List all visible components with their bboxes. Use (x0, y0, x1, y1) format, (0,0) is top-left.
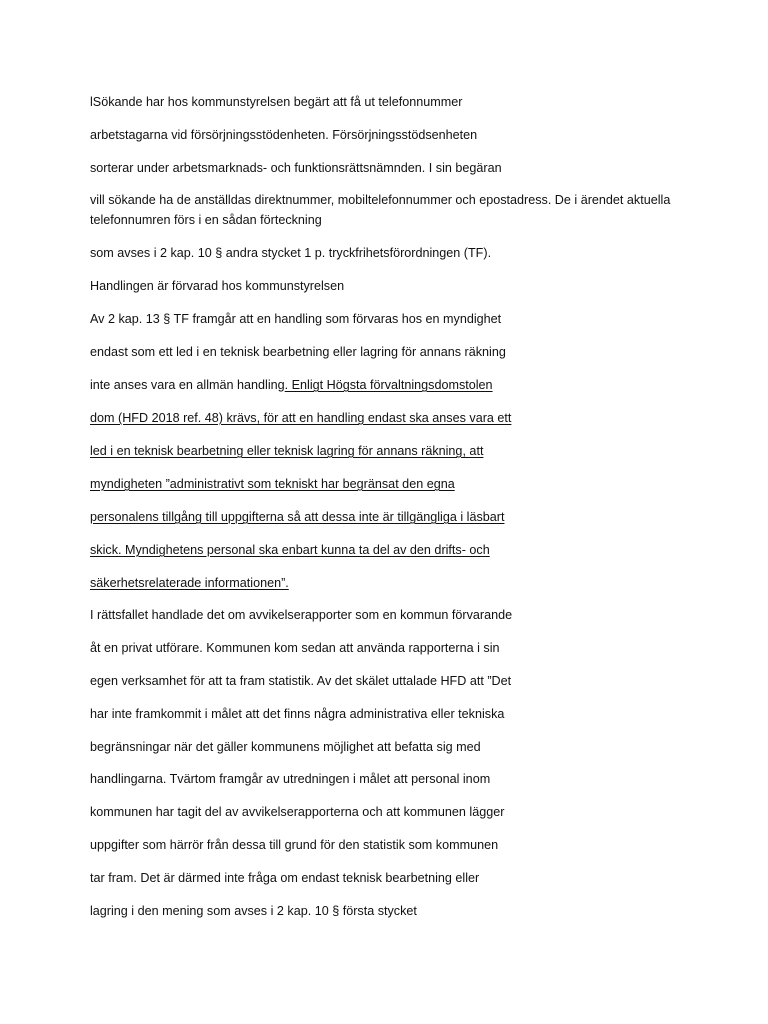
text-line-25: lagring i den mening som avses i 2 kap. 10 § första stycket (90, 904, 417, 918)
text-line-23: uppgifter som härrör från dessa till grund för den statistik som kommunen (90, 838, 499, 852)
text-line-4: vill sökande ha de anställdas direktnummer, mobiltelefonnummer och epostadress. De i ärendet aktuella telefonnumren förs i en sådan förteckning (90, 193, 671, 227)
text-line-18: egen verksamhet för att ta fram statistik. Av det skälet uttalade HFD att ”Det (90, 674, 512, 688)
text-line-24: tar fram. Det är därmed inte fråga om endast teknisk bearbetning eller (90, 871, 480, 885)
text-line-11: led i en teknisk bearbetning eller teknisk lagring för annans räkning, att (90, 444, 484, 458)
text-line-3: sorterar under arbetsmarknads- och funktionsrättsnämnden. I sin begäran (90, 161, 502, 175)
text-line-2: arbetstagarna vid försörjningsstödenheten. Försörjningsstödsenheten (90, 128, 478, 142)
text-line-13: personalens tillgång till uppgifterna så att dessa inte är tillgängliga i läsbart (90, 510, 505, 524)
text-segment-underlined: . Enligt Högsta förvaltningsdomstolen (284, 378, 493, 392)
text-line-22: kommunen har tagit del av avvikelserapporterna och att kommunen lägger (90, 805, 505, 819)
text-line-10: dom (HFD 2018 ref. 48) krävs, för att en handling endast ska anses vara ett (90, 411, 512, 425)
text-line-1: lSökande har hos kommunstyrelsen begärt att få ut telefonnummer (90, 95, 463, 109)
text-line-5: som avses i 2 kap. 10 § andra stycket 1 p. tryckfrihetsförordningen (TF). (90, 246, 492, 260)
text-line-17: åt en privat utförare. Kommunen kom sedan att använda rapporterna i sin (90, 641, 500, 655)
text-segment-plain: inte anses vara en allmän handling (90, 378, 285, 392)
text-line-16: I rättsfallet handlade det om avvikelserapporter som en kommun förvarande (90, 608, 513, 622)
text-line-19: har inte framkommit i målet att det finns några administrativa eller tekniska (90, 707, 505, 721)
text-line-7: Av 2 kap. 13 § TF framgår att en handling som förvaras hos en myndighet (90, 312, 502, 326)
text-line-20: begränsningar när det gäller kommunens möjlighet att befatta sig med (90, 740, 481, 754)
text-line-12: myndigheten ”administrativt som tekniskt har begränsat den egna (90, 477, 455, 491)
text-line-9 (90, 375, 493, 395)
text-line-21: handlingarna. Tvärtom framgår av utredningen i målet att personal inom (90, 772, 491, 786)
text-line-6: Handlingen är förvarad hos kommunstyrelsen (90, 279, 345, 293)
text-line-8: endast som ett led i en teknisk bearbetning eller lagring för annans räkning (90, 345, 506, 359)
text-line-15: säkerhetsrelaterade informationen”. (90, 576, 289, 590)
text-line-14: skick. Myndighetens personal ska enbart kunna ta del av den drifts- och (90, 543, 490, 557)
